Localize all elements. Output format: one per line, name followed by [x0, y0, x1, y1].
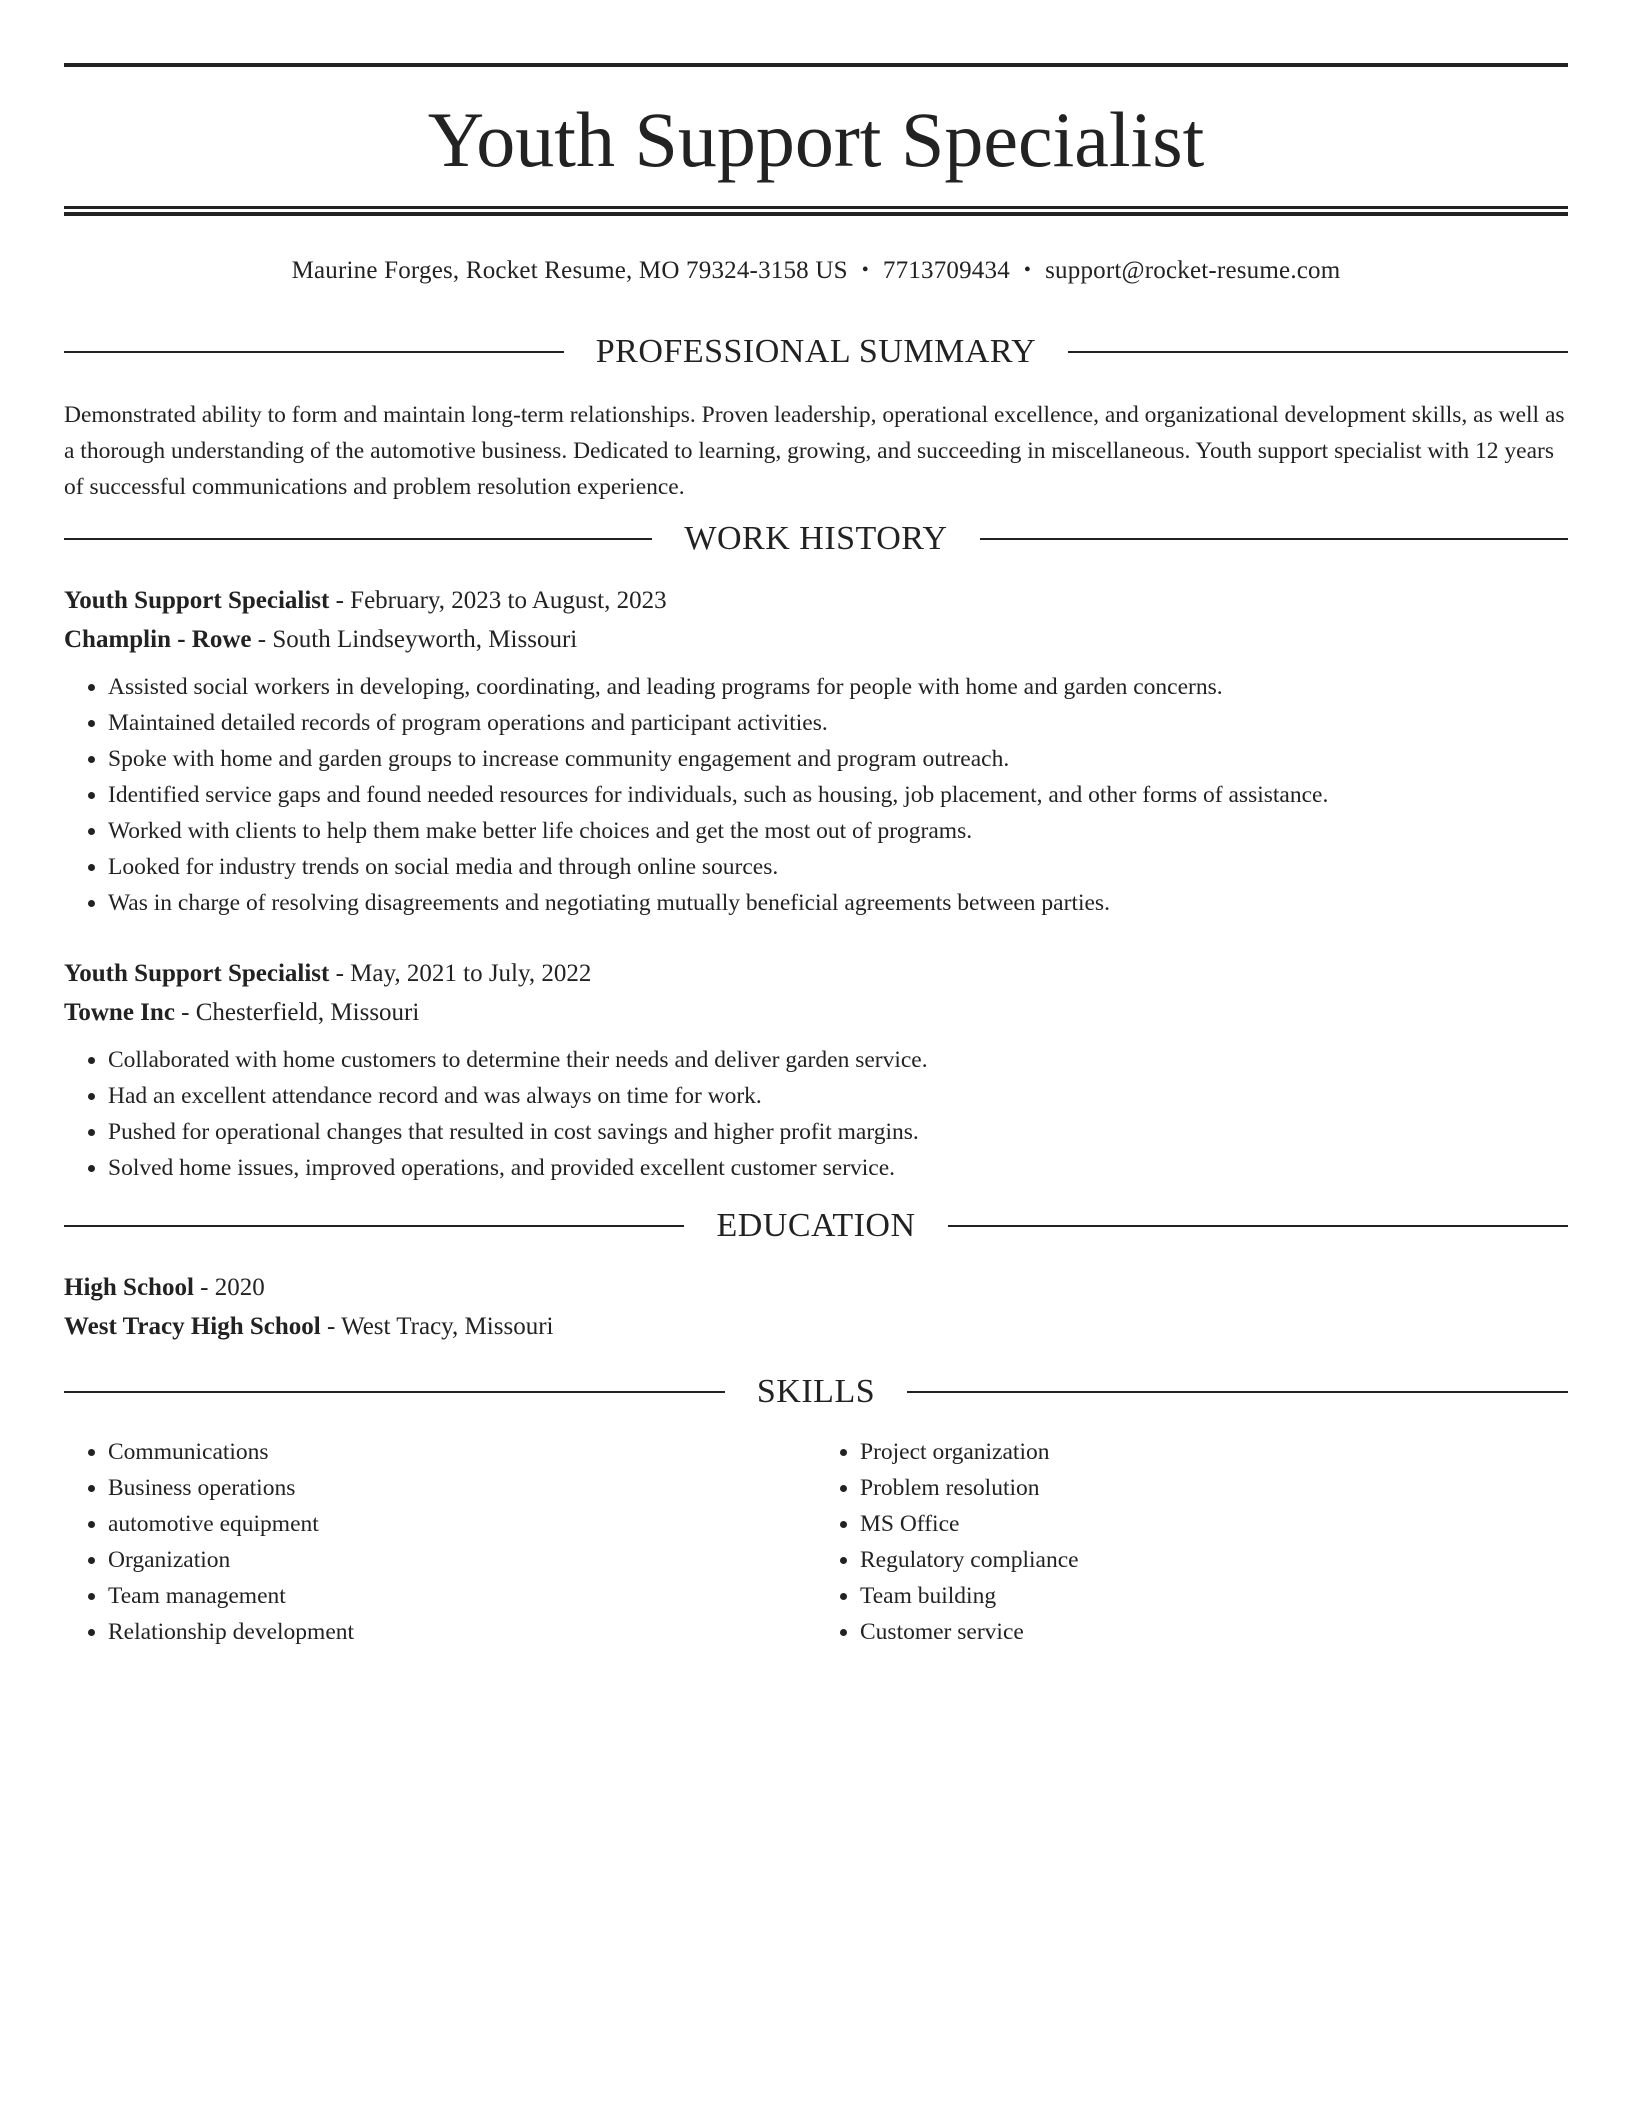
heading-rule — [64, 1391, 725, 1393]
job-title-line — [64, 581, 1568, 620]
skill-item: • Regulatory compliance — [860, 1542, 1568, 1578]
education-year: - 2020 — [193, 1274, 265, 1301]
skill-item: • Team building — [860, 1578, 1568, 1614]
work-heading — [64, 519, 1568, 559]
skill-item: • automotive equipment — [108, 1506, 816, 1542]
heading-rule — [980, 538, 1568, 540]
summary-text: Demonstrated ability to form and maintain long-term relationships. Proven leadership, operational excellence, and organizational development skills, as well as a thorough understanding of the automotive business. Dedicated to learning, growing, and succeeding in miscellaneous. Youth support specialist with 12 years of successful communications and problem resolution experience. — [64, 402, 1565, 500]
education-heading — [64, 1206, 1568, 1246]
list-item: • Worked with clients to help them make better life choices and get the most out of programs. — [108, 813, 1568, 849]
top-rule — [64, 63, 1568, 67]
job-dates: - February, 2023 to August, 2023 — [329, 587, 667, 614]
skill-item: • Communications — [108, 1434, 816, 1470]
skill-item: • Customer service — [860, 1614, 1568, 1650]
heading-rule — [64, 351, 564, 353]
title-double-rule — [64, 206, 1568, 216]
job-entry — [64, 581, 1568, 921]
education-location: - West Tracy, Missouri — [320, 1313, 554, 1340]
list-item: • Was in charge of resolving disagreements and negotiating mutually beneficial agreements between parties. — [108, 885, 1568, 921]
skills-heading — [64, 1372, 1568, 1412]
education-degree: High School — [64, 1274, 194, 1301]
job-location: - Chesterfield, Missouri — [174, 999, 420, 1026]
list-item: • Spoke with home and garden groups to increase community engagement and program outreach. — [108, 741, 1568, 777]
skills-heading-label: SKILLS — [756, 1373, 876, 1410]
education-school: West Tracy High School — [64, 1313, 321, 1340]
heading-rule — [64, 538, 652, 540]
heading-rule — [64, 1225, 684, 1227]
contact-phone: 7713709434 — [882, 257, 1010, 284]
list-item: • Looked for industry trends on social media and through online sources. — [108, 849, 1568, 885]
contact-line — [64, 252, 1568, 288]
list-item: • Had an excellent attendance record and was always on time for work. — [108, 1078, 1568, 1114]
skill-item: • Project organization — [860, 1434, 1568, 1470]
list-item: • Solved home issues, improved operations, and provided excellent customer service. — [108, 1150, 1568, 1186]
job-company-line — [64, 993, 1568, 1032]
work-heading-label: WORK HISTORY — [684, 520, 948, 557]
job-company: Towne Inc — [64, 999, 175, 1026]
skills-list-left — [64, 1434, 816, 1650]
job-company: Champlin - Rowe — [64, 626, 252, 653]
job-dates: - May, 2021 to July, 2022 — [329, 960, 592, 987]
education-school-line — [64, 1307, 1568, 1346]
list-item: • Identified service gaps and found needed resources for individuals, such as housing, job placement, and other forms of assistance. — [108, 777, 1568, 813]
heading-rule — [907, 1391, 1568, 1393]
skill-item: • Business operations — [108, 1470, 816, 1506]
education-degree-line — [64, 1268, 1568, 1307]
job-title: Youth Support Specialist — [64, 587, 330, 614]
contact-separator: • — [1023, 259, 1032, 281]
heading-rule — [1068, 351, 1568, 353]
list-item: • Assisted social workers in developing, coordinating, and leading programs for people with home and garden concerns. — [108, 669, 1568, 705]
list-item: • Pushed for operational changes that resulted in cost savings and higher profit margins. — [108, 1114, 1568, 1150]
summary-heading — [64, 332, 1568, 372]
job-title-line — [64, 954, 1568, 993]
summary-heading-label: PROFESSIONAL SUMMARY — [595, 333, 1037, 370]
list-item: • Maintained detailed records of program operations and participant activities. — [108, 705, 1568, 741]
contact-separator: • — [861, 259, 869, 281]
skill-item: • Problem resolution — [860, 1470, 1568, 1506]
skill-item: • MS Office — [860, 1506, 1568, 1542]
education-entry — [64, 1268, 1568, 1346]
job-bullets — [64, 1042, 1568, 1186]
job-location: - South Lindseyworth, Missouri — [251, 626, 578, 653]
skills-list-right — [816, 1434, 1568, 1650]
skills-columns — [64, 1434, 1568, 1650]
page-title: Youth Support Specialist — [427, 96, 1205, 183]
job-title: Youth Support Specialist — [64, 960, 330, 987]
job-bullets — [64, 669, 1568, 921]
skill-item: • Team management — [108, 1578, 816, 1614]
skill-item: • Organization — [108, 1542, 816, 1578]
contact-email: support@rocket-resume.com — [1045, 257, 1341, 284]
education-heading-label: EDUCATION — [716, 1207, 916, 1244]
heading-rule — [948, 1225, 1568, 1227]
contact-address: Maurine Forges, Rocket Resume, MO 79324-3158 US — [291, 257, 848, 284]
skill-item: • Relationship development — [108, 1614, 816, 1650]
job-entry — [64, 954, 1568, 1186]
job-company-line — [64, 620, 1568, 659]
list-item: • Collaborated with home customers to determine their needs and deliver garden service. — [108, 1042, 1568, 1078]
